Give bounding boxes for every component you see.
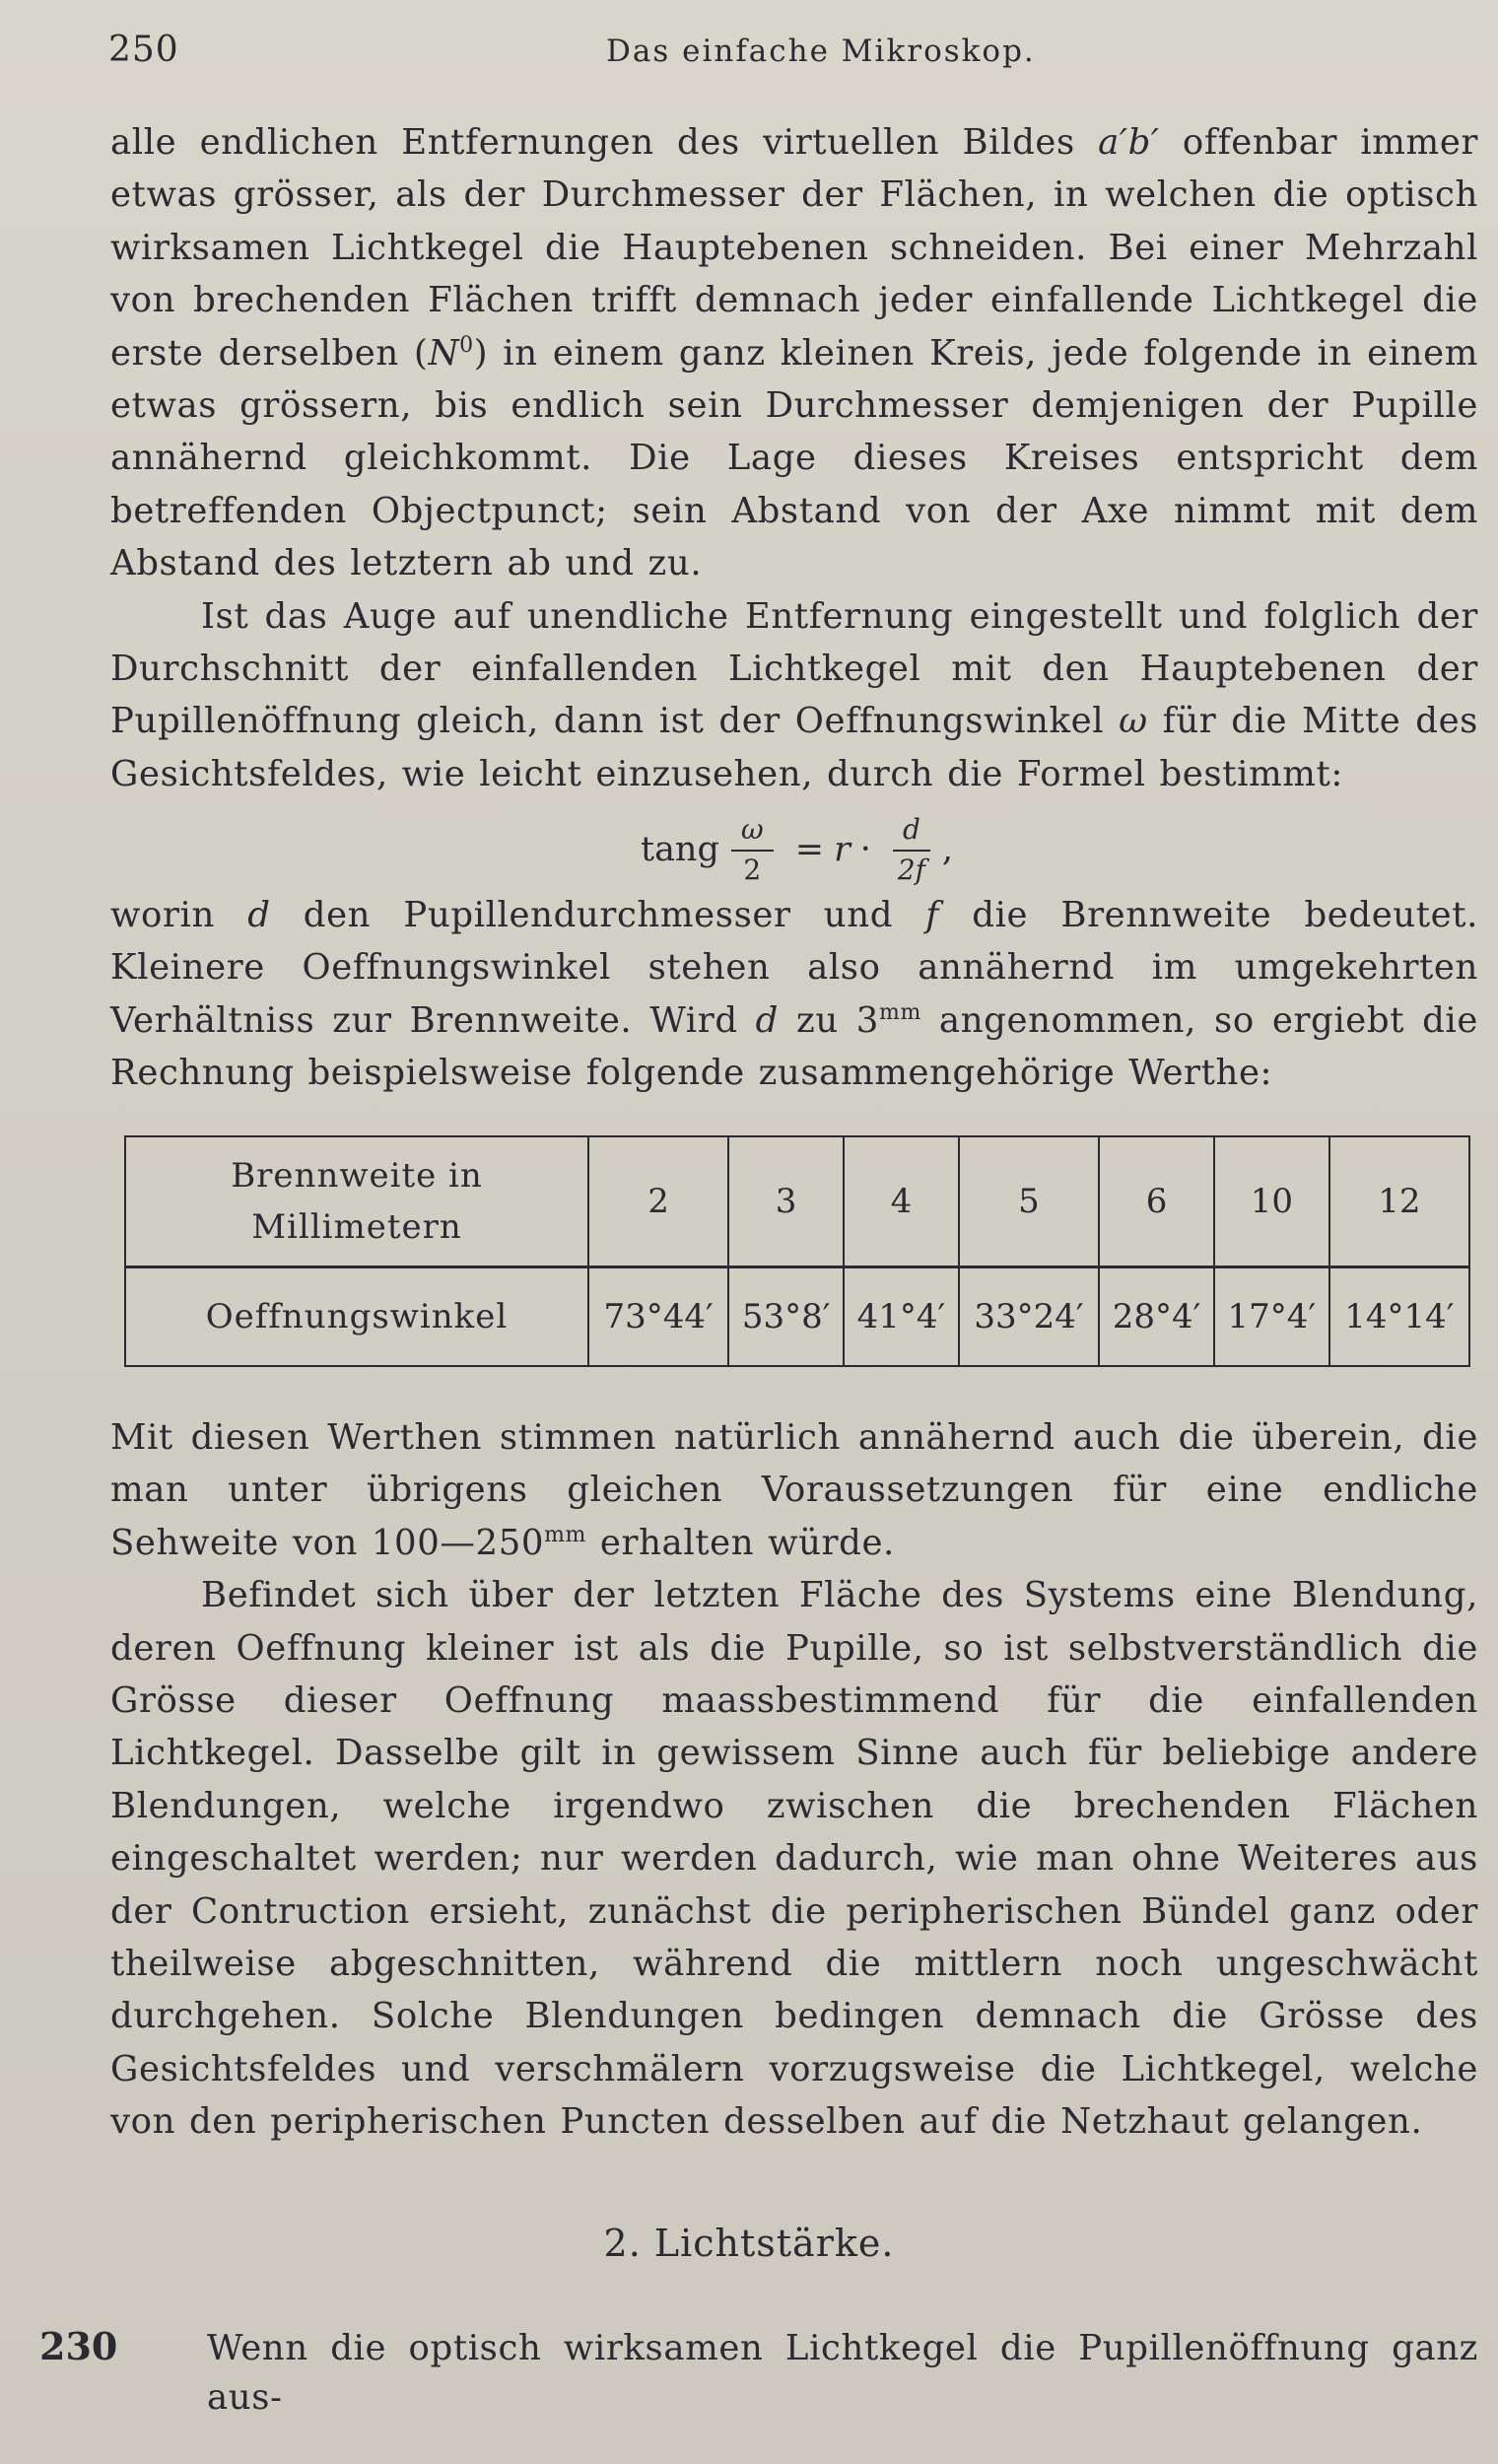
text-block-lower (110, 1411, 1478, 2149)
table-cell: 2 (588, 1136, 728, 1267)
math-omega: ω (1119, 701, 1148, 742)
table-cell: 5 (959, 1136, 1099, 1267)
table-header-focal-length: Brennweite in Millimetern (125, 1136, 588, 1267)
page-header (108, 30, 1468, 79)
table-cell: 10 (1214, 1136, 1329, 1267)
table-cell: 4 (844, 1136, 959, 1267)
text-block-upper (110, 116, 1478, 800)
math-n: N (428, 332, 460, 374)
table-cell: 6 (1099, 1136, 1214, 1267)
formula-fraction-d: $\frac{d}{2f}$ (893, 814, 930, 885)
table-cell: 53°8′ (728, 1267, 844, 1367)
math-ab: a′b′ (1098, 122, 1160, 163)
running-title: Das einfache Mikroskop. (606, 34, 1036, 69)
table-cell: 12 (1329, 1136, 1469, 1267)
values-table (124, 1135, 1470, 1367)
margin-number: 230 (39, 2324, 118, 2368)
table-cell: 41°4′ (844, 1267, 959, 1367)
paragraph-1: alle endlichen Entfernungen des virtuellen Bildes a′b′ offenbar immer etwas grösser, als der Durchmesser der Flächen, in welchen die optisch wirksamen Lichtkegel die Hauptebenen schneiden. Bei einer Mehrzahl von brechenden Flächen trifft demnach jeder einfallende Lichtkegel die erste derselben $(N^0)$ in einem ganz kleinen Kreis, jede folgende in einem etwas grössern, bis endlich sein Durchmesser demjenigen der Pupille annähernd gleichkommt. Die Lage dieses Kreises entspricht dem betreffenden Objectpunct; sein Abstand von der Axe nimmt mit dem Abstand des letztern ab und zu. (110, 122, 1478, 584)
table-header-aperture-angle: Oeffnungswinkel (125, 1267, 588, 1367)
paragraph-2: Ist das Auge auf unendliche Entfernung eingestellt und folglich der Durchschnitt der einfallenden Lichtkegel mit den Hauptebenen der Pupillenöffnung gleich, dann ist der Oeffnungswinkel ω für die Mitte des Gesichtsfeldes, wie leicht einzusehen, durch die Formel bestimmt: (110, 595, 1478, 794)
paragraph-6-start: Wenn die optisch wirksamen Lichtkegel die Pupillenöffnung ganz aus- (207, 2328, 1478, 2418)
paragraph-5: Befindet sich über der letzten Fläche des Systems eine Blendung, deren Oeffnung kleiner ist als die Pupille, so ist selbstverständlich die Grösse dieser Oeffnung maassbestimmend für die einfallenden Lichtkegel. Dasselbe gilt in gewissem Sinne auch für beliebige andere Blendungen, welche irgendwo zwischen die brechenden Flächen eingeschaltet werden; nur werden dadurch, wie man ohne Weiteres aus der Contruction ersieht, zunächst die peripherischen Bündel ganz oder theilweise abgeschnitten, während die mittlern noch ungeschwächt durchgehen. Solche Blendungen bedingen demnach die Grösse des Gesichtsfeldes und verschmälern vorzugsweise die Lichtkegel, welche von den peripherischen Puncten desselben auf die Netzhaut gelangen. (110, 1575, 1478, 2143)
formula-fraction-omega: $\frac{\omega}{2}$ (731, 814, 774, 885)
page-number: 250 (108, 30, 179, 70)
table-row-aperture-angle (125, 1267, 1469, 1367)
table-cell: 17°4′ (1214, 1267, 1329, 1367)
formula-comma: , (941, 830, 954, 869)
paragraph-4: Mit diesen Werthen stimmen natürlich annähernd auch die überein, die man unter übrigens gleichen Voraussetzungen für eine endliche Sehweite von $100—250^{mm}$ erhalten würde. (110, 1417, 1478, 1563)
section-heading: 2. Lichtstärke. (603, 2222, 895, 2265)
table-cell: 28°4′ (1099, 1267, 1214, 1367)
formula-equals: = (794, 830, 825, 869)
table-cell: 14°14′ (1329, 1267, 1469, 1367)
formula-r: r (834, 830, 851, 869)
formula-tang: tang (641, 830, 719, 869)
formula-dot: · (859, 830, 871, 869)
table-cell: 3 (728, 1136, 844, 1267)
paragraph-3: worin d den Pupillendurchmesser und f die Brennweite bedeutet. Kleinere Oeffnungswinkel stehen also annähernd im umgekehrten Verhältniss zur Brennweite. Wird d zu $3^{mm}$ angenommen, so ergiebt die Rechnung beispielsweise folgende zusammengehörige Werthe: (110, 895, 1478, 1094)
table-cell: 73°44′ (588, 1267, 728, 1367)
table-cell: 33°24′ (959, 1267, 1099, 1367)
formula (641, 810, 953, 889)
text-block-middle (110, 889, 1478, 1100)
table-row-focal-length (125, 1136, 1469, 1267)
